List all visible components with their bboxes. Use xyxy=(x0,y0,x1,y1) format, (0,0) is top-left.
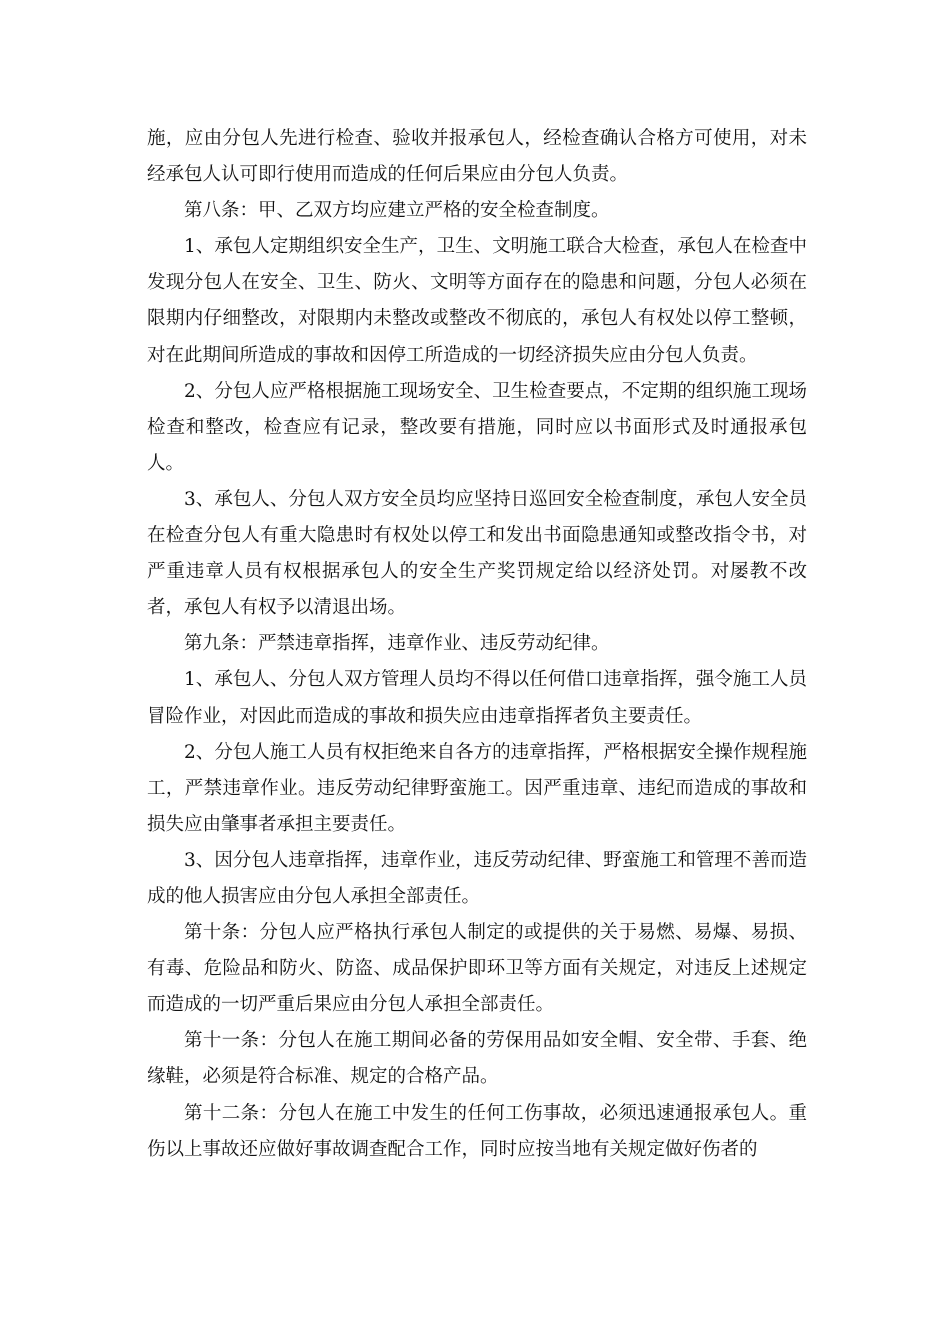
paragraph-article-12: 第十二条：分包人在施工中发生的任何工伤事故，必须迅速通报承包人。重伤以上事故还应做好事故调查配合工作，同时应按当地有关规定做好伤者的 xyxy=(147,1102,807,1160)
paragraph-article-10: 第十条：分包人应严格执行承包人制定的或提供的关于易燃、易爆、易损、有毒、危险品和防火、防盗、成品保护即环卫等方面有关规定，对违反上述规定而造成的一切严重后果应由分包人承担全部责任。 xyxy=(147,922,807,1016)
paragraph-article-9-item-2: 2、分包人施工人员有权拒绝来自各方的违章指挥，严格根据安全操作规程施工，严禁违章作业。违反劳动纪律野蛮施工。因严重违章、违纪而造成的事故和损失应由肇事者承担主要责任。 xyxy=(147,741,807,835)
paragraph-article-8-item-1: 1、承包人定期组织安全生产，卫生、文明施工联合大检查，承包人在检查中发现分包人在安全、卫生、防火、文明等方面存在的隐患和问题，分包人必须在限期内仔细整改，对限期内未整改或整改不彻底的，承包人有权处以停工整顿，对在此期间所造成的事故和因停工所造成的一切经济损失应由分包人负责。 xyxy=(147,236,807,366)
paragraph-article-8-item-3: 3、承包人、分包人双方安全员均应坚持日巡回安全检查制度，承包人安全员在检查分包人有重大隐患时有权处以停工和发出书面隐患通知或整改指令书，对严重违章人员有权根据承包人的安全生产奖罚规定给以经济处罚。对屡教不改者，承包人有权予以清退出场。 xyxy=(147,488,807,619)
paragraph-continuation: 施，应由分包人先进行检查、验收并报承包人，经检查确认合格方可使用，对未经承包人认可即行使用而造成的任何后果应由分包人负责。 xyxy=(147,128,807,186)
paragraph-article-8: 第八条：甲、乙双方均应建立严格的安全检查制度。 xyxy=(184,200,610,222)
paragraph-article-8-item-2: 2、分包人应严格根据施工现场安全、卫生检查要点，不定期的组织施工现场检查和整改，检查应有记录，整改要有措施，同时应以书面形式及时通报承包人。 xyxy=(147,380,807,474)
paragraph-article-9-item-3: 3、因分包人违章指挥，违章作业，违反劳动纪律、野蛮施工和管理不善而造成的他人损害应由分包人承担全部责任。 xyxy=(147,849,807,907)
paragraph-article-9-item-1: 1、承包人、分包人双方管理人员均不得以任何借口违章指挥，强令施工人员冒险作业，对因此而造成的事故和损失应由违章指挥者负主要责任。 xyxy=(147,669,807,727)
paragraph-article-11: 第十一条：分包人在施工期间必备的劳保用品如安全帽、安全带、手套、绝缘鞋，必须是符合标准、规定的合格产品。 xyxy=(147,1030,807,1088)
document-body xyxy=(147,121,807,1168)
paragraph-article-9: 第九条：严禁违章指挥，违章作业、违反劳动纪律。 xyxy=(184,633,610,655)
